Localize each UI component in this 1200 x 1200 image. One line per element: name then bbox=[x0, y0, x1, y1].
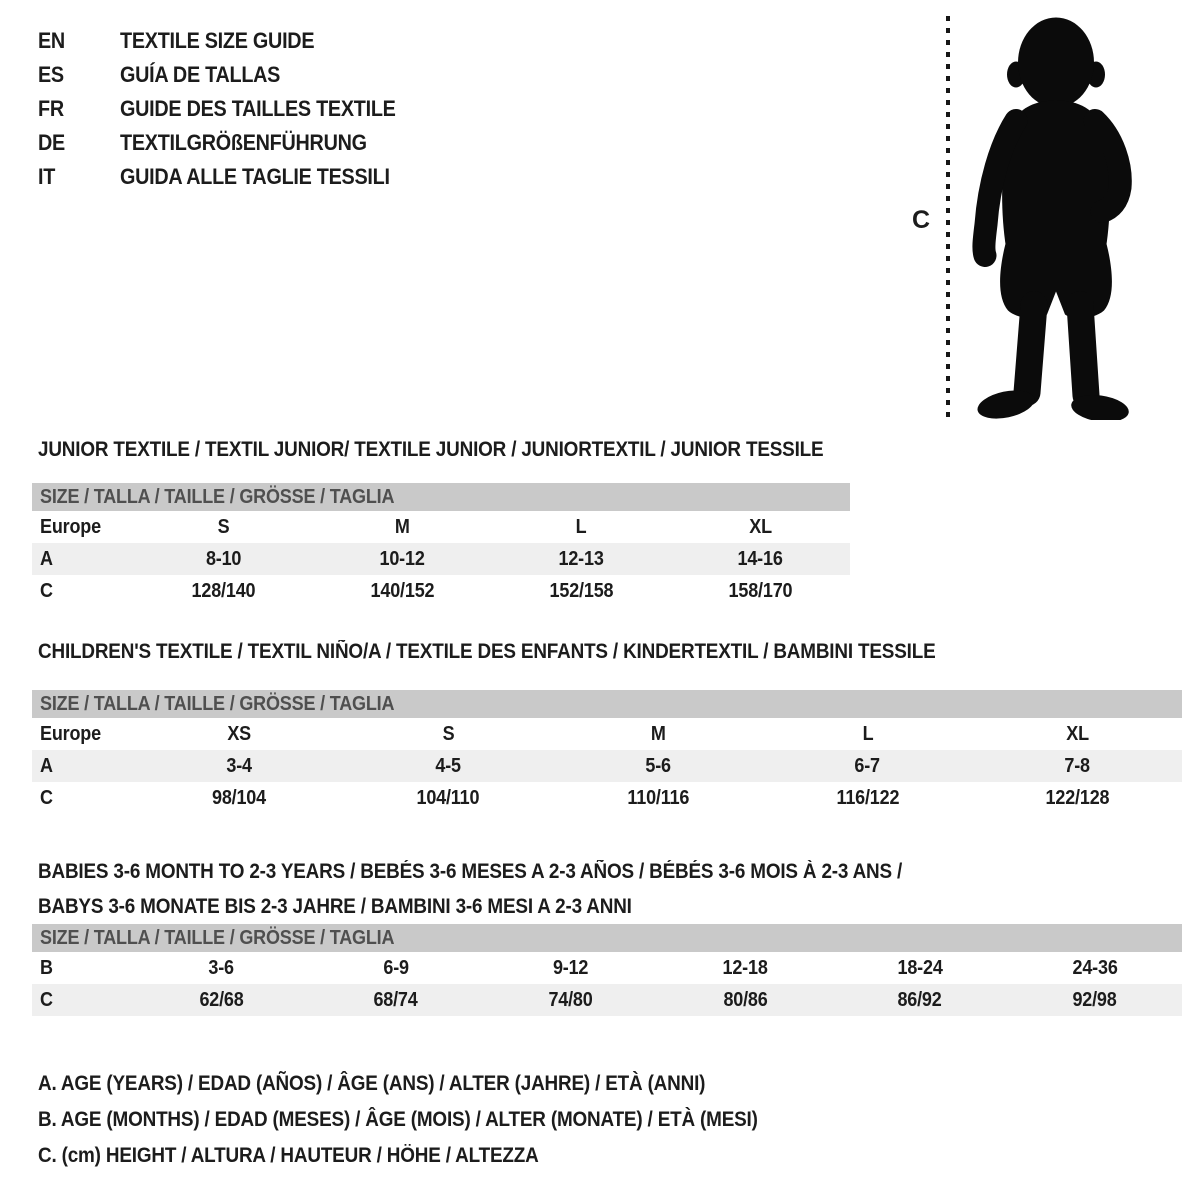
size-value-cell bbox=[344, 787, 554, 810]
size-value-cell-text: 62/68 bbox=[199, 988, 244, 1011]
footnote-a bbox=[38, 1066, 838, 1102]
size-value-cell-text: 110/116 bbox=[627, 786, 689, 809]
height-measure-dashed-line bbox=[946, 16, 950, 418]
size-value-cell-text: L bbox=[576, 515, 587, 538]
language-code-text: DE bbox=[38, 130, 65, 155]
language-code bbox=[38, 28, 120, 54]
junior-size-table bbox=[32, 483, 850, 607]
size-value-cell-text: 104/110 bbox=[416, 786, 480, 809]
row-label-text: C bbox=[40, 988, 53, 1011]
size-value-cell-text: S bbox=[442, 722, 455, 745]
size-value-cell-text: 68/74 bbox=[373, 988, 419, 1011]
size-value-cell-text: L bbox=[862, 722, 873, 745]
table-row-c bbox=[32, 782, 1182, 814]
row-label bbox=[32, 787, 134, 810]
size-value-cell-text: M bbox=[395, 515, 410, 538]
row-label bbox=[32, 989, 134, 1012]
language-code-text: EN bbox=[38, 28, 65, 53]
section-junior-textile bbox=[32, 438, 850, 607]
section-title bbox=[38, 854, 1182, 924]
childrens-size-table bbox=[32, 690, 1182, 814]
size-value-cell bbox=[1007, 957, 1182, 980]
language-row-es bbox=[38, 58, 426, 92]
size-value-cell-text: 74/80 bbox=[548, 988, 593, 1011]
size-value-cell bbox=[492, 548, 671, 571]
guide-title-it bbox=[120, 164, 420, 190]
row-label-text: C bbox=[40, 786, 53, 809]
footnote-a-text: A. AGE (YEARS) / EDAD (AÑOS) / ÂGE (ANS) / ALTER (JAHRE) / ETÀ (ANNI) bbox=[38, 1072, 706, 1095]
footnote-c bbox=[38, 1138, 838, 1174]
size-value-cell-text: XL bbox=[1065, 722, 1089, 745]
size-value-cell bbox=[763, 755, 973, 778]
size-value-cell-text: 12-13 bbox=[558, 547, 605, 570]
guide-title-fr bbox=[120, 96, 426, 122]
size-value-cell-text: 24-36 bbox=[1072, 956, 1118, 979]
table-row-c bbox=[32, 575, 850, 607]
size-header-bar-text: SIZE / TALLA / TAILLE / GRÖSSE / TAGLIA bbox=[40, 485, 395, 508]
row-label bbox=[32, 755, 134, 778]
row-label-text: A bbox=[40, 547, 53, 570]
language-row-en bbox=[38, 24, 426, 58]
size-value-cell bbox=[972, 787, 1182, 810]
row-label-text: Europe bbox=[40, 722, 101, 745]
section-title bbox=[38, 640, 1182, 664]
size-value-cell-text: 8-10 bbox=[205, 547, 242, 570]
language-row-de bbox=[38, 126, 426, 160]
section-title bbox=[38, 438, 850, 462]
size-value-cell bbox=[833, 957, 1008, 980]
guide-title-de-text: TEXTILGRÖßENFÜHRUNG bbox=[120, 130, 367, 155]
language-code bbox=[38, 164, 120, 190]
size-value-cell bbox=[134, 957, 309, 980]
row-label bbox=[32, 516, 134, 539]
size-value-cell-text: S bbox=[217, 515, 230, 538]
size-value-cell-text: XS bbox=[226, 722, 251, 745]
size-value-cell-text: 9-12 bbox=[553, 956, 589, 979]
row-label bbox=[32, 580, 134, 603]
table-row-europe bbox=[32, 511, 850, 543]
guide-title-es bbox=[120, 62, 298, 88]
size-value-cell-text: 122/128 bbox=[1045, 786, 1110, 809]
section-title-text: CHILDREN'S TEXTILE / TEXTIL NIÑO/A / TEXTILE DES ENFANTS / KINDERTEXTIL / BAMBINI TESSILE bbox=[38, 640, 936, 663]
size-value-cell-text: 3-4 bbox=[226, 754, 252, 777]
size-value-cell bbox=[671, 548, 850, 571]
size-value-cell-text: 158/170 bbox=[728, 579, 793, 602]
size-value-cell bbox=[833, 989, 1008, 1012]
size-value-cell-text: 86/92 bbox=[897, 988, 943, 1011]
table-row-c bbox=[32, 984, 1182, 1016]
size-value-cell-text: 140/152 bbox=[370, 579, 435, 602]
size-value-cell bbox=[763, 723, 973, 746]
size-value-cell bbox=[972, 723, 1182, 746]
size-value-cell bbox=[134, 516, 313, 539]
language-title-list bbox=[38, 24, 426, 194]
language-code bbox=[38, 130, 120, 156]
size-value-cell bbox=[553, 723, 763, 746]
babies-size-table bbox=[32, 924, 1182, 1016]
language-code-text: FR bbox=[38, 96, 64, 121]
size-value-cell-text: 152/158 bbox=[549, 579, 614, 602]
size-value-cell bbox=[344, 755, 554, 778]
size-value-cell bbox=[492, 516, 671, 539]
size-value-cell bbox=[134, 548, 313, 571]
section-title-text-line1: BABIES 3-6 MONTH TO 2-3 YEARS / BEBÉS 3-6 MESES A 2-3 AÑOS / BÉBÉS 3-6 MOIS À 2-3 ANS / bbox=[38, 860, 903, 883]
size-header-bar-text: SIZE / TALLA / TAILLE / GRÖSSE / TAGLIA bbox=[40, 692, 395, 715]
size-value-cell-text: 10-12 bbox=[379, 547, 426, 570]
footnotes bbox=[38, 1066, 838, 1174]
size-header-bar-text: SIZE / TALLA / TAILLE / GRÖSSE / TAGLIA bbox=[40, 926, 395, 949]
row-label bbox=[32, 957, 134, 980]
size-value-cell bbox=[134, 787, 344, 810]
size-value-cell bbox=[134, 580, 313, 603]
row-label-text: A bbox=[40, 754, 53, 777]
row-label-text: B bbox=[40, 956, 53, 979]
size-value-cell-text: 18-24 bbox=[897, 956, 943, 979]
size-value-cell bbox=[492, 580, 671, 603]
guide-title-it-text: GUIDA ALLE TAGLIE TESSILI bbox=[120, 164, 390, 189]
size-header-bar bbox=[32, 690, 1182, 718]
size-value-cell bbox=[483, 989, 658, 1012]
size-value-cell-text: 128/140 bbox=[191, 579, 256, 602]
size-value-cell bbox=[671, 580, 850, 603]
language-code-text: IT bbox=[38, 164, 56, 189]
footnote-b bbox=[38, 1102, 838, 1138]
language-row-fr bbox=[38, 92, 426, 126]
size-value-cell bbox=[553, 755, 763, 778]
table-row-europe bbox=[32, 718, 1182, 750]
row-label-text: C bbox=[40, 579, 53, 602]
size-value-cell bbox=[553, 787, 763, 810]
size-value-cell-text: 6-7 bbox=[854, 754, 881, 777]
measurement-figure bbox=[900, 8, 1200, 428]
guide-title-en-text: TEXTILE SIZE GUIDE bbox=[120, 28, 315, 53]
size-value-cell-text: 7-8 bbox=[1064, 754, 1090, 777]
language-code bbox=[38, 62, 120, 88]
row-label bbox=[32, 548, 134, 571]
size-value-cell-text: 80/86 bbox=[723, 988, 768, 1011]
size-value-cell bbox=[658, 989, 833, 1012]
table-row-b bbox=[32, 952, 1182, 984]
size-value-cell bbox=[134, 723, 344, 746]
toddler-silhouette-icon bbox=[964, 14, 1139, 420]
size-value-cell-text: 14-16 bbox=[737, 547, 784, 570]
table-row-a bbox=[32, 543, 850, 575]
footnote-b-text: B. AGE (MONTHS) / EDAD (MESES) / ÂGE (MOIS) / ALTER (MONATE) / ETÀ (MESI) bbox=[38, 1108, 758, 1131]
language-row-it bbox=[38, 160, 426, 194]
size-value-cell bbox=[763, 787, 973, 810]
size-value-cell bbox=[134, 755, 344, 778]
size-value-cell-text: 6-9 bbox=[383, 956, 409, 979]
guide-title-fr-text: GUIDE DES TAILLES TEXTILE bbox=[120, 96, 396, 121]
table-row-a bbox=[32, 750, 1182, 782]
size-value-cell bbox=[344, 723, 554, 746]
size-header-bar bbox=[32, 483, 850, 511]
guide-title-en bbox=[120, 28, 336, 54]
size-value-cell bbox=[313, 548, 492, 571]
size-value-cell bbox=[972, 755, 1182, 778]
size-value-cell-text: 98/104 bbox=[211, 786, 266, 809]
size-value-cell-text: M bbox=[650, 722, 666, 745]
language-code bbox=[38, 96, 120, 122]
size-value-cell bbox=[134, 989, 309, 1012]
size-value-cell-text: XL bbox=[749, 515, 772, 538]
footnote-c-text: C. (cm) HEIGHT / ALTURA / HAUTEUR / HÖHE / ALTEZZA bbox=[38, 1144, 539, 1167]
size-value-cell-text: 4-5 bbox=[435, 754, 462, 777]
size-value-cell-text: 12-18 bbox=[722, 956, 768, 979]
section-title-text: JUNIOR TEXTILE / TEXTIL JUNIOR/ TEXTILE JUNIOR / JUNIORTEXTIL / JUNIOR TESSILE bbox=[38, 438, 824, 461]
guide-title-de bbox=[120, 130, 394, 156]
language-code-text: ES bbox=[38, 62, 64, 87]
size-value-cell bbox=[309, 957, 484, 980]
size-value-cell-text: 116/122 bbox=[836, 786, 899, 809]
section-title-text-line2: BABYS 3-6 MONATE BIS 2-3 JAHRE / BAMBINI 3-6 MESI A 2-3 ANNI bbox=[38, 895, 632, 918]
size-value-cell-text: 3-6 bbox=[208, 956, 235, 979]
section-childrens-textile bbox=[32, 640, 1182, 814]
size-value-cell-text: 92/98 bbox=[1072, 988, 1117, 1011]
size-value-cell bbox=[313, 580, 492, 603]
guide-title-es-text: GUÍA DE TALLAS bbox=[120, 62, 281, 87]
size-value-cell bbox=[671, 516, 850, 539]
row-label bbox=[32, 723, 134, 746]
section-babies-textile bbox=[32, 854, 1182, 1016]
size-header-bar bbox=[32, 924, 1182, 952]
size-value-cell bbox=[1007, 989, 1182, 1012]
size-value-cell-text: 5-6 bbox=[645, 754, 671, 777]
row-label-text: Europe bbox=[40, 515, 101, 538]
size-value-cell bbox=[313, 516, 492, 539]
size-value-cell bbox=[483, 957, 658, 980]
size-value-cell bbox=[309, 989, 484, 1012]
size-value-cell bbox=[658, 957, 833, 980]
height-measure-label: C bbox=[912, 206, 931, 234]
